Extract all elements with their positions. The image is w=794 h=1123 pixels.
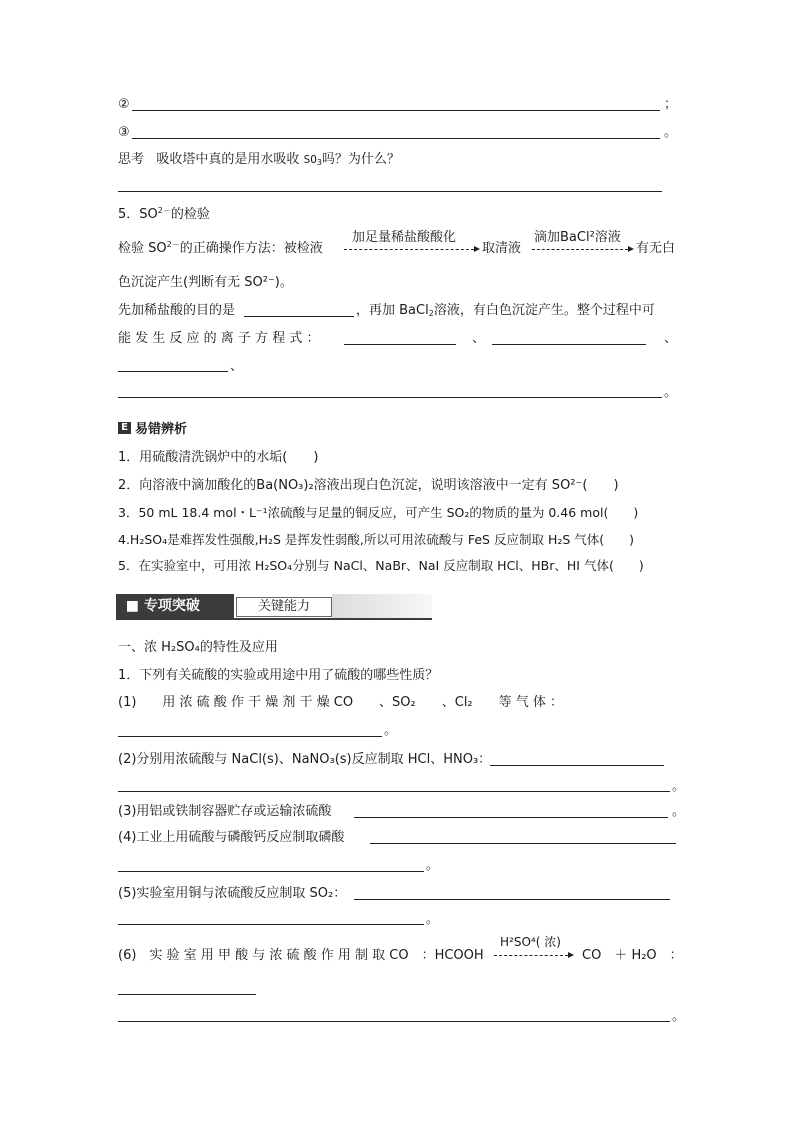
so4-heading: [118, 206, 210, 224]
purpose-pre: 先加稀盐酸的目的是: [118, 303, 236, 318]
period: 。: [672, 779, 686, 794]
item2-end: ；: [664, 97, 678, 112]
answer-blank[interactable]: [118, 371, 228, 372]
sub-q5: (5)实验室用铜与浓硫酸反应制取 SO₂：: [118, 886, 347, 901]
arrow2-label: 滴加BaCl²溶液: [534, 230, 621, 245]
think-formula: SO: [303, 153, 317, 166]
period: 。: [672, 804, 686, 819]
method-sup: 2－: [166, 240, 180, 249]
purpose-post: [356, 302, 655, 320]
reaction-arrow-2: [532, 226, 636, 256]
error-item-1: 1．用硫酸清洗锅炉中的水垢( ): [118, 450, 319, 465]
part1-question: 1．下列有关硫酸的实验或用途中用了硫酸的哪些性质？: [118, 668, 439, 683]
error-item-3: 3．50 mL 18.4 mol・L⁻¹浓硫酸与足量的铜反应，可产生 SO₂的物质的量为 0.46 mol( ): [118, 505, 639, 520]
answer-blank[interactable]: [370, 843, 676, 844]
section-banner: [116, 594, 432, 618]
answer-blank[interactable]: [118, 871, 424, 872]
answer-blank[interactable]: [118, 191, 662, 192]
answer-blank[interactable]: [344, 344, 456, 345]
item3-marker: ③: [118, 125, 130, 140]
errors-heading: [118, 418, 187, 437]
after-arrow1: 取清液: [482, 241, 522, 256]
answer-blank[interactable]: [354, 817, 668, 818]
think-tail: 吗？为什么？: [321, 152, 400, 167]
error-item-2: 2．向溶液中滴加酸化的Ba(NO₃)₂溶液出现白色沉淀，说明该溶液中一定有 SO²⁻( ): [118, 478, 619, 493]
sub-q4: (4)工业上用硫酸与磷酸钙反应制取磷酸: [118, 830, 345, 845]
sub-q2: (2)分别用浓硫酸与 NaCl(s)、NaNO₃(s)反应制取 HCl、HNO₃：: [118, 752, 492, 767]
purpose-post-b: 溶液，有白色沉淀产生。整个过程中可: [433, 303, 655, 318]
period: 。: [426, 912, 440, 927]
so4-line2: 色沉淀产生(判断有无 SO²⁻)。: [118, 275, 293, 290]
so4-heading-pre: 5．SO: [118, 207, 158, 222]
answer-blank[interactable]: [244, 316, 354, 317]
answer-blank[interactable]: [132, 110, 660, 111]
answer-blank[interactable]: [118, 924, 424, 925]
banner-underline: [116, 618, 432, 620]
item2-marker: ②: [118, 97, 130, 112]
period: 。: [672, 1009, 686, 1024]
period: 。: [384, 723, 398, 738]
think-formula-sub: 3: [316, 158, 322, 167]
sep-2: 、: [664, 331, 678, 346]
reaction-arrow-1: [344, 226, 480, 256]
banner-light-label: 关键能力: [236, 597, 332, 617]
answer-blank[interactable]: [490, 765, 664, 766]
sub-q3: (3)用铝或铁制容器贮存或运输浓硫酸: [118, 804, 332, 819]
after-arrow2: 有无白: [636, 241, 676, 256]
banner-dark-text: ■ 专项突破: [125, 598, 200, 614]
answer-blank[interactable]: [118, 397, 662, 398]
banner-dark-label: [116, 594, 234, 618]
sub-q1: (1) 用 浓 硫 酸 作 干 燥 剂 干 燥 CO 、SO₂ 、Cl₂ 等 气 体 ：: [118, 695, 564, 710]
e-box-icon: E: [118, 422, 131, 434]
think-label: 思考: [118, 152, 145, 167]
period: 。: [664, 385, 678, 400]
error-item-5: 5．在实验室中，可用浓 H₂SO₄分别与 NaCl、NaBr、NaI 反应制取 HCl、HBr、HI 气体( ): [118, 558, 644, 573]
method-pre: 检验 SO: [118, 241, 167, 256]
arrow3-label: H²SO⁴( 浓): [500, 935, 561, 949]
reaction-arrow-3: [494, 933, 574, 963]
errors-title: 易错辨析: [135, 422, 188, 437]
banner-gradient: [332, 594, 432, 618]
sub-q6: (6) 实 验 室 用 甲 酸 与 浓 硫 酸 作 用 制 取 CO ：HCOOH: [118, 948, 484, 963]
sep-3: 、: [230, 359, 244, 374]
period: 。: [426, 858, 440, 873]
think-question: [118, 151, 400, 169]
so4-heading-post: 的检验: [170, 207, 210, 222]
so4-heading-sup: 2－: [157, 206, 171, 215]
answer-blank[interactable]: [132, 138, 660, 139]
so4-method-start: [118, 240, 323, 258]
answer-blank[interactable]: [118, 1021, 670, 1022]
answer-blank[interactable]: [118, 791, 670, 792]
answer-blank[interactable]: [118, 736, 382, 737]
item3-end: 。: [664, 125, 678, 140]
sub-q6-post: CO ＋ H₂O ：: [582, 948, 683, 963]
answer-blank[interactable]: [354, 899, 670, 900]
purpose-post-sub: 2: [428, 309, 434, 318]
method-mid: 的正确操作方法：被检液: [179, 241, 323, 256]
sep-1: 、: [472, 331, 486, 346]
purpose-post-a: ，再加 BaCl: [356, 303, 429, 318]
part1-heading: 一、浓 H₂SO₄的特性及应用: [118, 640, 278, 655]
answer-blank[interactable]: [118, 994, 256, 995]
arrow1-label: 加足量稀盐酸酸化: [352, 230, 457, 245]
ion-equation-line: 能 发 生 反 应 的 离 子 方 程 式 ：: [118, 331, 320, 346]
think-text: 吸收塔中真的是用水吸收: [156, 152, 300, 167]
error-item-4: 4.H₂SO₄是难挥发性强酸,H₂S 是挥发性弱酸,所以可用浓硫酸与 FeS 反应制取 H₂S 气体( ): [118, 532, 635, 547]
answer-blank[interactable]: [492, 344, 646, 345]
